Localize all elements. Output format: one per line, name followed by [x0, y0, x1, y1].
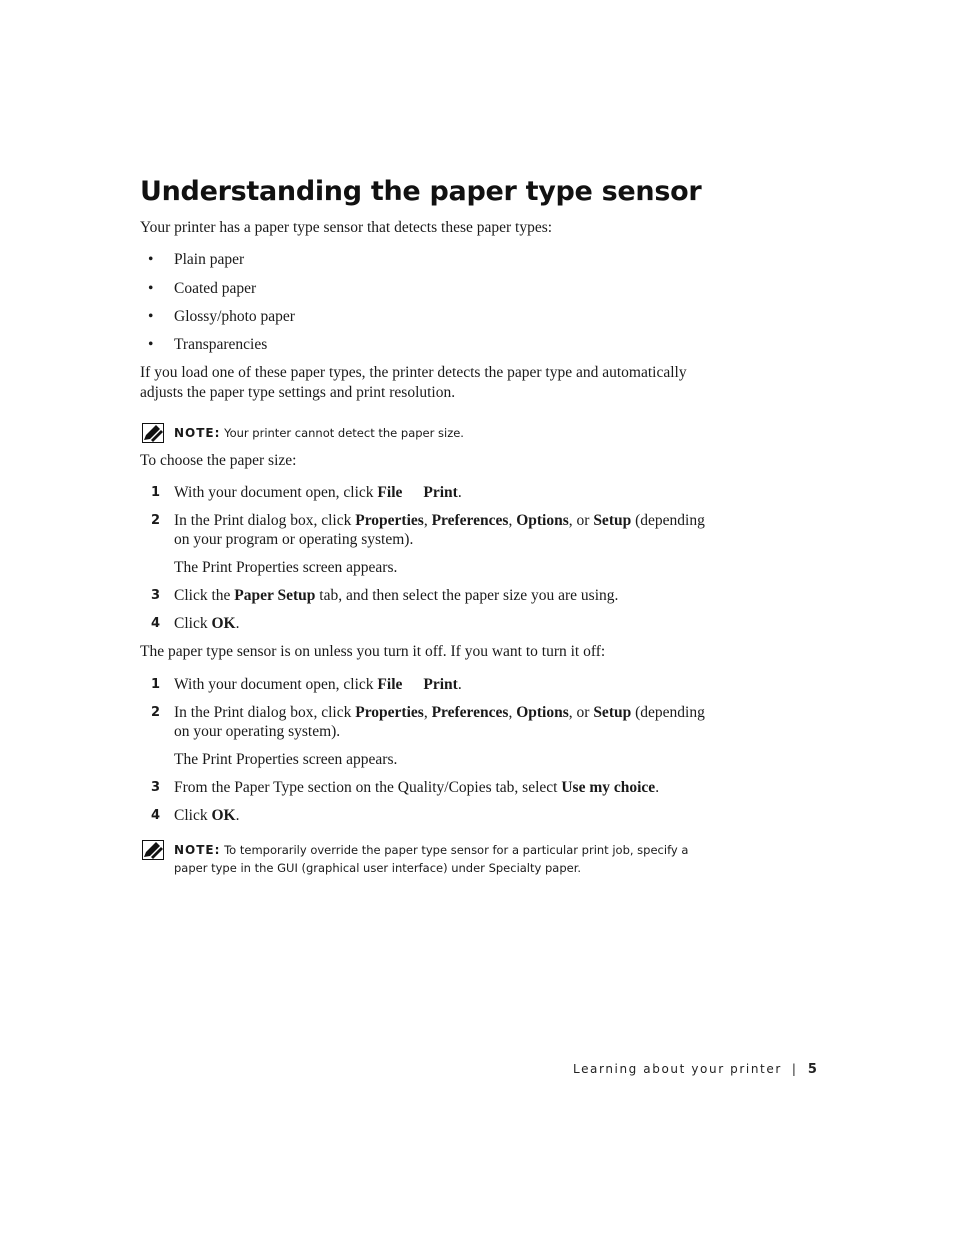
step-text: Click the Paper Setup tab, and then select the paper size you are using.: [174, 587, 619, 604]
page-title: Understanding the paper type sensor: [140, 176, 702, 207]
menu-file-label: File: [377, 676, 403, 693]
list-item: • Transparencies: [148, 336, 268, 353]
step-number: 3: [151, 780, 161, 795]
menu-print-label: Print: [423, 484, 458, 501]
note-pencil-icon: [142, 423, 164, 443]
page-footer: [573, 1062, 817, 1077]
menu-file-label: File: [377, 484, 403, 501]
step-text: In the Print dialog box, click Properties, Preferences, Options, or Setup (depending on your program or operating system).: [174, 512, 705, 548]
step-number: 2: [151, 513, 161, 528]
choose-intro-paragraph: To choose the paper size:: [140, 452, 297, 469]
step-result: The Print Properties screen appears.: [174, 751, 398, 768]
step-number: 4: [151, 616, 161, 631]
note-pencil-icon: [142, 840, 164, 860]
list-item: • Glossy/photo paper: [148, 308, 295, 325]
step-result: The Print Properties screen appears.: [174, 559, 398, 576]
step-number: 1: [151, 485, 161, 500]
step-text: From the Paper Type section on the Quality/Copies tab, select Use my choice.: [174, 779, 660, 796]
step-text: Click OK.: [174, 615, 240, 632]
step-text: With your document open, click File Print.: [174, 676, 462, 693]
page-number: 5: [807, 1062, 817, 1077]
list-item: • Coated paper: [148, 280, 257, 297]
note-body: Your printer cannot detect the paper size.: [224, 426, 464, 440]
sensor-off-intro-paragraph: The paper type sensor is on unless you turn it off. If you want to turn it off:: [140, 643, 606, 660]
step-text: Click OK.: [174, 807, 240, 824]
step-number: 2: [151, 705, 161, 720]
note-body: To temporarily override the paper type sensor for a particular print job, specify a paper type in the GUI (graphical user interface) under Specialty paper.: [174, 843, 689, 875]
list-item: • Plain paper: [148, 251, 245, 268]
note-text: [174, 424, 714, 442]
step-text: In the Print dialog box, click Properties, Preferences, Options, or Setup (depending on your operating system).: [174, 704, 705, 740]
note-text: [174, 841, 714, 877]
note-label: NOTE:: [174, 843, 221, 857]
intro-paragraph: Your printer has a paper type sensor that detects these paper types:: [140, 219, 553, 236]
list-item-text: Plain paper: [174, 251, 245, 268]
auto-detect-paragraph: If you load one of these paper types, the printer detects the paper type and automatically adjusts the paper type settings and print resolution.: [140, 364, 687, 401]
step-text: With your document open, click File Print.: [174, 484, 462, 501]
step-number: 1: [151, 677, 161, 692]
step-number: 4: [151, 808, 161, 823]
step-number: 3: [151, 588, 161, 603]
list-item-text: Glossy/photo paper: [174, 308, 295, 325]
menu-print-label: Print: [423, 676, 458, 693]
note-label: NOTE:: [174, 426, 221, 440]
list-item-text: Coated paper: [174, 280, 257, 297]
list-item-text: Transparencies: [174, 336, 268, 353]
footer-section-title: Learning about your printer: [573, 1062, 782, 1076]
footer-separator: |: [791, 1062, 796, 1076]
